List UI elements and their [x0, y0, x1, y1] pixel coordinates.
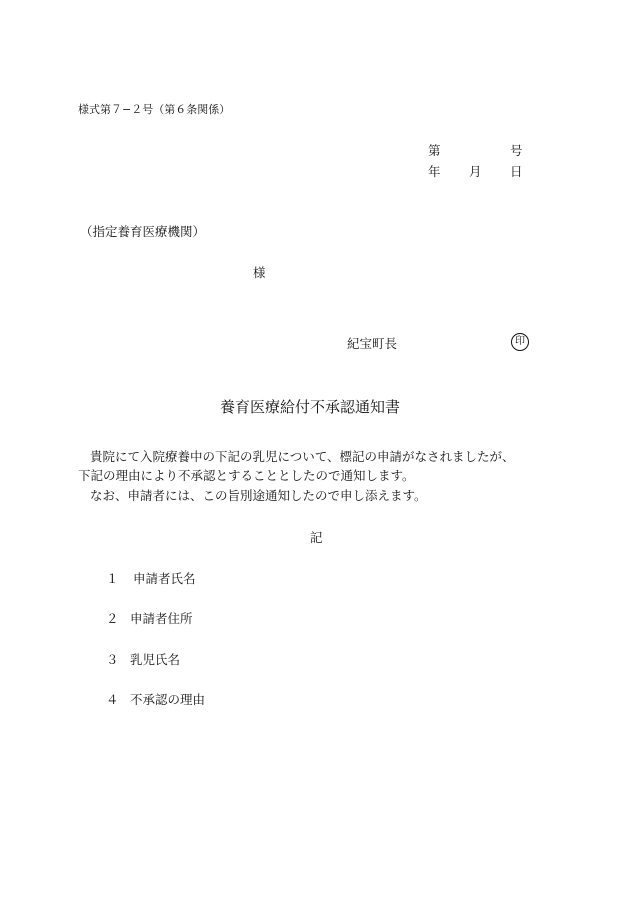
item-number: １ [106, 571, 119, 586]
seal-mark: 印 [511, 333, 529, 351]
addressee-honorific: 様 [253, 265, 266, 280]
date-month-label: 月 [469, 164, 482, 179]
doc-number-prefix: 第 [428, 143, 441, 158]
document-title: 養育医療給付不承認通知書 [220, 398, 401, 416]
item-label-infant-name: 乳児氏名 [130, 652, 181, 667]
date-year-label: 年 [428, 164, 441, 179]
item-number: ３ [106, 652, 119, 667]
ki-label: 記 [310, 530, 323, 545]
addressee-institution: （指定養育医療機関） [80, 224, 206, 239]
issuer-title: 紀宝町長 [347, 336, 398, 351]
item-number: ４ [106, 692, 119, 707]
item-number: ２ [106, 611, 119, 626]
item-label-applicant-name: 申請者氏名 [133, 571, 196, 586]
form-number: 様式第７−２号（第６条関係） [78, 103, 231, 116]
body-line-3: なお、申請者には、この旨別途通知したので申し添えます。 [90, 488, 427, 503]
doc-number-suffix: 号 [510, 143, 523, 158]
item-label-reason: 不承認の理由 [130, 692, 206, 707]
body-line-2: 下記の理由により不承認とすることとしたので通知します。 [78, 468, 415, 483]
date-day-label: 日 [510, 164, 523, 179]
body-line-1: 貴院にて入院療養中の下記の乳児について、標記の申請がなされましたが、 [90, 449, 515, 464]
item-label-applicant-address: 申請者住所 [130, 611, 193, 626]
